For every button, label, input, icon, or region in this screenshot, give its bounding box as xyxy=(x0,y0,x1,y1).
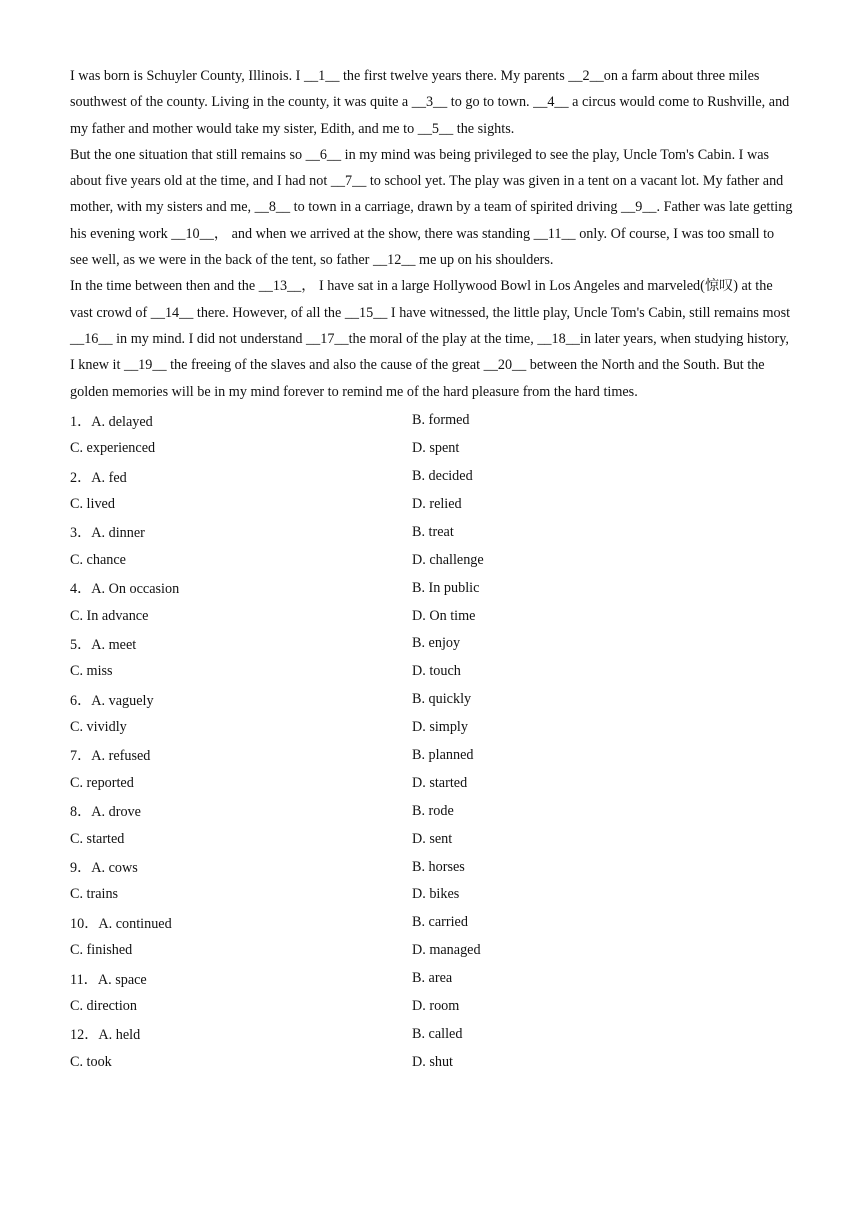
question-row xyxy=(70,881,794,909)
question-row xyxy=(70,1048,794,1076)
option-b: B. called xyxy=(412,1025,463,1042)
option-a xyxy=(70,467,412,487)
option-d: D. simply xyxy=(412,719,468,736)
option-d: D. challenge xyxy=(412,551,484,568)
option-a xyxy=(70,969,412,989)
question-row xyxy=(70,714,794,742)
option-a xyxy=(70,801,412,821)
option-d: D. sent xyxy=(412,830,453,847)
option-a-text: A. cows xyxy=(91,860,138,877)
option-c: C. reported xyxy=(70,774,134,791)
question-number: 10． xyxy=(70,915,99,932)
option-a-text: A. dinner xyxy=(91,525,145,542)
option-c: C. direction xyxy=(70,998,137,1014)
question-row xyxy=(70,853,794,881)
option-d: D. started xyxy=(412,774,468,791)
option-a-text: A. On occasion xyxy=(91,581,180,598)
option-c: C. miss xyxy=(70,663,113,680)
question-row xyxy=(70,630,794,658)
passage-paragraph: But the one situation that still remains so __6__ in my mind was being privileged to see the play, Uncle Tom's Cabin. I was about five years old at the time, and I had not __7__ to school yet. The play was given in a tent on a vacant lot. My father and mother, with my sisters and me, __8__ to town in a carriage, drawn by a team of spirited driving __9__. Father was late getting his evening work __10__， and when we arrived at the show, there was standing __11__ only. Of course, I was too small to see well, as we were in the back of the tent, so father __12__ me up on his shoulders. xyxy=(70,146,793,269)
option-a xyxy=(70,857,412,877)
question-row xyxy=(70,769,794,797)
option-a-text: A. space xyxy=(97,971,147,988)
option-c: C. started xyxy=(70,830,125,847)
option-a xyxy=(70,634,412,654)
option-b: B. decided xyxy=(412,468,473,485)
question-row xyxy=(70,546,794,574)
question-row xyxy=(70,993,794,1021)
question-number: 11． xyxy=(70,971,98,988)
question-row xyxy=(70,407,794,435)
option-b: B. area xyxy=(412,970,453,987)
passage-paragraph: I was born is Schuyler County, Illinois. I __1__ the first twelve years there. My parents __2__on a farm about three miles southwest of the county. Living in the county, it was quite a __3__ to go to town. __4__ a circus would come to Rushville, and my father and mother would take my sister, Edith, and me to __5__ the sights. xyxy=(70,68,790,137)
question-row xyxy=(70,965,794,993)
question-number: 4． xyxy=(70,581,92,598)
question-row xyxy=(70,463,794,491)
option-a xyxy=(70,411,412,431)
option-b: B. formed xyxy=(412,412,470,429)
option-a-text: A. held xyxy=(98,1027,141,1044)
passage-paragraph: In the time between then and the __13__， I have sat in a large Hollywood Bowl in Los Angeles and marveled(惊叹) at the vast crowd of __14__ there. However, of all the __15__ I have witnessed, the little play, Uncle Tom's Cabin, still remains most __16__ in my mind. I did not understand __17__the moral of the play at the time, __18__in later years, when studying history, I knew it __19__ the freeing of the slaves and also the cause of the great __20__ between the North and the South. But the golden memories will be in my mind forever to remind me of the hard pleasure from the hard times. xyxy=(70,278,791,400)
question-number: 1． xyxy=(70,413,92,430)
option-d: D. managed xyxy=(412,942,481,959)
option-b: B. quickly xyxy=(412,691,472,708)
option-b: B. rode xyxy=(412,802,454,819)
passage-text xyxy=(70,63,794,405)
option-a-text: A. meet xyxy=(91,636,137,653)
question-number: 6． xyxy=(70,692,92,709)
option-d: D. room xyxy=(412,998,460,1014)
option-b: B. carried xyxy=(412,914,468,931)
question-row xyxy=(70,1020,794,1048)
question-number: 9． xyxy=(70,860,92,877)
option-a-text: A. vaguely xyxy=(91,692,154,709)
option-b: B. horses xyxy=(412,858,465,875)
option-d: D. relied xyxy=(412,495,462,512)
question-row xyxy=(70,797,794,825)
option-a xyxy=(70,690,412,710)
option-b: B. enjoy xyxy=(412,635,461,652)
option-a-text: A. fed xyxy=(91,469,127,486)
option-c: C. experienced xyxy=(70,440,156,457)
question-row xyxy=(70,602,794,630)
option-a xyxy=(70,913,412,933)
option-b: B. In public xyxy=(412,579,480,596)
option-d: D. bikes xyxy=(412,886,460,903)
question-number: 3． xyxy=(70,525,92,542)
option-c: C. lived xyxy=(70,495,115,512)
question-row xyxy=(70,825,794,853)
question-number: 7． xyxy=(70,748,92,765)
question-row xyxy=(70,658,794,686)
question-row xyxy=(70,686,794,714)
option-c: C. chance xyxy=(70,551,126,568)
option-a xyxy=(70,522,412,542)
option-c: C. finished xyxy=(70,942,133,959)
option-a-text: A. drove xyxy=(91,804,141,821)
option-d: D. shut xyxy=(412,1053,453,1070)
question-row xyxy=(70,937,794,965)
option-c: C. took xyxy=(70,1053,112,1070)
option-c: C. trains xyxy=(70,886,119,903)
question-row xyxy=(70,491,794,519)
option-b: B. planned xyxy=(412,746,474,763)
option-d: D. spent xyxy=(412,440,460,457)
option-a xyxy=(70,745,412,765)
option-d: D. On time xyxy=(412,607,476,624)
option-c: C. vividly xyxy=(70,719,127,736)
option-a-text: A. delayed xyxy=(91,413,153,430)
question-options-list xyxy=(70,407,794,1076)
question-number: 12． xyxy=(70,1027,99,1044)
question-row xyxy=(70,574,794,602)
question-number: 2． xyxy=(70,469,92,486)
question-row xyxy=(70,435,794,463)
option-a-text: A. continued xyxy=(98,915,172,932)
question-number: 5． xyxy=(70,636,92,653)
option-c: C. In advance xyxy=(70,607,149,624)
option-b: B. treat xyxy=(412,523,454,540)
option-a xyxy=(70,1024,412,1044)
option-a-text: A. refused xyxy=(91,748,151,765)
question-row xyxy=(70,909,794,937)
question-row xyxy=(70,742,794,770)
option-a xyxy=(70,578,412,598)
question-row xyxy=(70,518,794,546)
option-d: D. touch xyxy=(412,663,461,680)
question-number: 8． xyxy=(70,804,92,821)
